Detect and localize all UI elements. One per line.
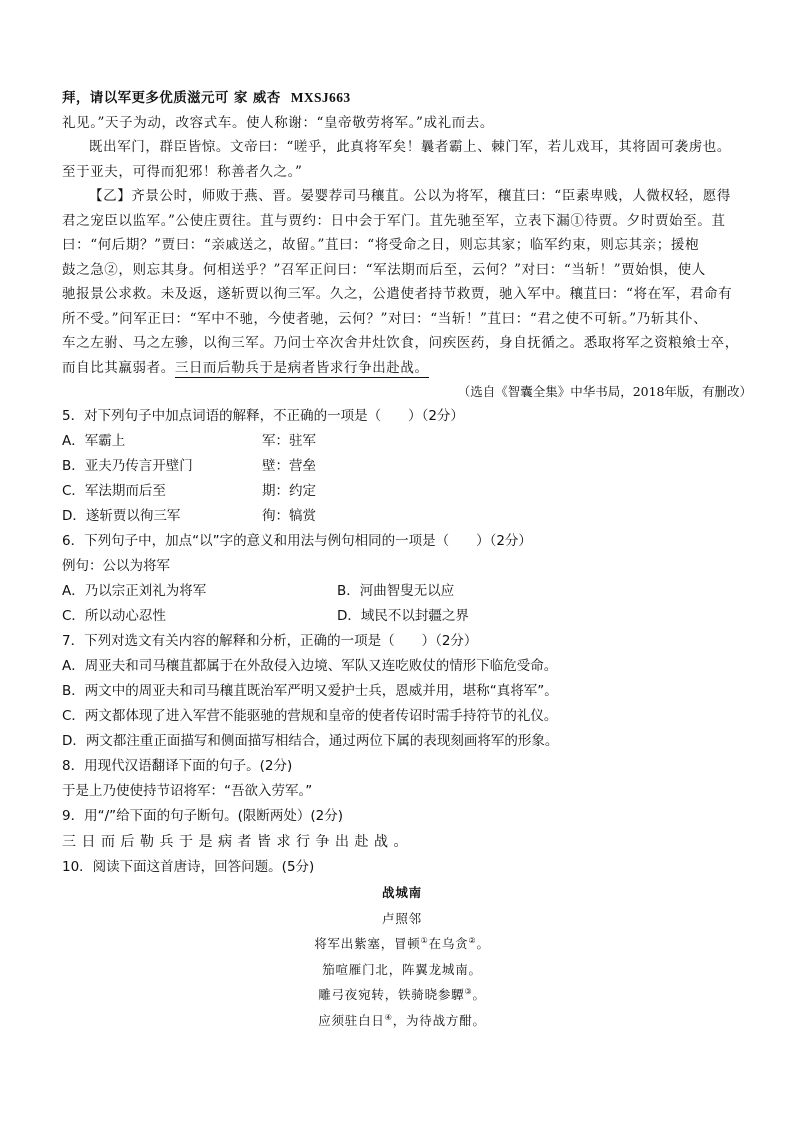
example-sentence: 例句：公以为将军 [62,558,170,574]
passage-text: 而自比其羸弱者。 [62,359,175,376]
poem-text: 笳喧雁门北，阵翼龙城南。 [322,961,482,977]
question-9 [62,804,752,855]
poem-author: 卢照邻 [382,910,422,926]
question-stem: 5．对下列句子中加点词语的解释，不正确的一项是（ ）（2分） [62,408,464,424]
footnote-marker: ② [468,935,477,945]
passage-source: （选自《智囊全集》中华书局，2018年版，有删改） [457,384,752,399]
poem-text: 。 [476,936,490,951]
question-7 [62,629,752,754]
question-5 [62,404,752,529]
passage-line: 【乙】齐景公时，师败于燕、晋。晏婴荐司马穰苴。公以为将军，穰苴曰：“臣素卑贱，人微权轻，愿得 [89,188,731,204]
exam-page [62,86,752,1033]
poem-title: 战城南 [382,885,422,900]
option-b[interactable]: B．两文中的周亚夫和司马穰苴既治军严明又爱护士兵，恩威并用，堪称“真将军”。 [62,683,558,699]
option-d[interactable]: D．两文都注重正面描写和侧面描写相结合，通过两位下属的表现刻画将军的形象。 [62,733,559,749]
option-c[interactable]: C．所以动心忍性 [62,608,166,624]
option-d[interactable]: D．域民不以封疆之界 [337,608,469,624]
option-text: B．亚夫乃传言开壁门 [62,458,193,474]
option-a[interactable] [62,429,752,454]
option-gloss: 军：驻军 [262,433,316,449]
question-stem: 6．下列句子中，加点“以”字的意义和用法与例句相同的一项是（ ）（2分） [62,533,532,549]
footnote-marker: ④ [384,1012,393,1022]
poem-text: 应须驻白日 [318,1012,385,1028]
question-10 [62,855,752,1033]
passage-line: 礼见。”天子为动，改容式车。使人称谢：“皇帝敬劳将军。”成礼而去。 [62,114,495,131]
question-stem: 8．用现代汉语翻译下面的句子。(2分) [62,758,293,774]
option-a[interactable]: A．乃以宗正刘礼为将军 [62,583,207,599]
punctuation-sentence: 三日而后勒兵于是病者皆求行争出赴战。 [62,834,413,850]
option-a[interactable]: A．周亚夫和司马穰苴都属于在外敌侵入边境、军队又连吃败仗的情形下临危受命。 [62,658,558,674]
option-row [62,579,752,604]
passage-line: 曰：“何后期？”贾曰：“亲戚送之，故留。”苴曰：“将受命之日，则忘其家；临军约束，则忘其亲；援枹 [62,237,700,253]
poem-text: 在乌贪 [428,936,469,951]
option-b[interactable]: B．河曲智叟无以应 [337,583,455,599]
poem-text: 雕弓夜宛转，铁骑晓参驔 [318,987,465,1002]
question-6 [62,529,752,629]
passage-line [62,356,752,381]
question-stem: 7．下列对选文有关内容的解释和分析，正确的一项是（ ）（2分） [62,633,478,649]
option-gloss: 壁：营垒 [262,458,316,474]
option-text: D．遂斩贾以徇三军 [62,508,181,524]
translation-sentence: 于是上乃使使持节诏将军：“吾欲入劳军。” [62,783,313,799]
poem-text: 。 [472,987,486,1002]
classical-passage [62,111,752,405]
header-text: 拜，请以军更多优质滋元可 家 威杏 [62,90,281,106]
option-text: C．军法期而后至 [62,483,166,499]
poem [52,880,752,1033]
option-d[interactable] [62,504,752,529]
poem-text: ，为待战方酣。 [392,1012,486,1028]
poem-line [52,1008,752,1034]
passage-line: 所不受。”问军正曰：“军中不驰，今使者驰，云何？”对曰：“当斩！”苴曰：“君之使不可斩。”乃斩其仆、 [62,310,708,327]
footnote-marker: ① [420,935,429,945]
passage-line: 君之宠臣以监军。”公使庄贾往。苴与贾约：日中会于军门。苴先驰至军，立表下漏①待贾。夕时贾始至。苴 [62,212,726,229]
passage-line: 车之左驸、马之左骖，以徇三军。乃问士卒次舍井灶饮食，问疾医药，身自抚循之。悉取将军之资粮飨士卒， [62,335,739,351]
poem-line [52,931,752,957]
question-stem: 9．用“/”给下面的句子断句。(限断两处）(2分) [62,808,344,824]
question-8 [62,754,752,804]
option-text: A．军霸上 [62,433,126,449]
page-header [62,86,752,111]
footnote-marker: ③ [464,986,473,996]
header-code: MXSJ663 [290,90,351,105]
option-c[interactable] [62,479,752,504]
poem-line [52,982,752,1008]
passage-line: 鼓之急②，则忘其身。何相送乎？”召军正问曰：“军法期而后至，云何？”对曰：“当斩！”贾始惧，使人 [62,261,706,278]
question-stem: 10．阅读下面这首唐诗，回答问题。(5分) [62,859,315,875]
poem-text: 将军出紫塞，冒顿 [314,936,421,951]
passage-line: 既出军门，群臣皆惊。文帝曰：“嗟乎，此真将军矣！曩者霸上、棘门军，若儿戏耳，其将固可袭虏也。 [89,139,731,155]
option-gloss: 期：约定 [262,483,316,499]
poem-line [52,957,752,983]
passage-line: 驰报景公求救。未及返，遂斩贾以徇三军。久之，公遣使者持节救贾，驰入军中。穰苴曰：“将在军，君命有 [62,286,733,302]
passage-line: 至于亚夫，可得而犯邪！称善者久之。” [62,163,303,180]
option-row [62,604,752,629]
option-b[interactable] [62,454,752,479]
option-gloss: 徇：犒赏 [262,508,316,524]
option-c[interactable]: C．两文都体现了进入军营不能驱驰的营规和皇帝的使者传诏时需手持符节的礼仪。 [62,708,558,724]
underlined-sentence: 三日而后勒兵于是病者皆求行争出赴战。 [174,359,429,376]
